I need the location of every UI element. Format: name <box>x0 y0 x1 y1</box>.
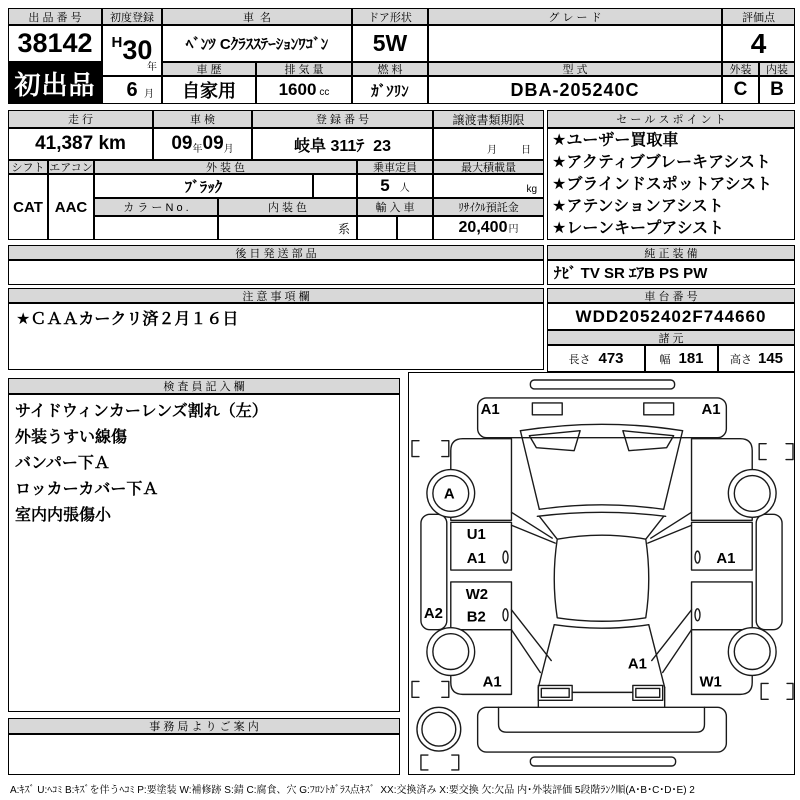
int-color-cell <box>218 216 357 240</box>
office-box <box>8 734 400 775</box>
handle-front-right <box>695 551 700 563</box>
inspector-line: サイドウィンカーレンズ割れ（左） <box>15 403 268 420</box>
office-header: 事 務 局 よ り ご 案 内 <box>8 718 400 734</box>
windshield-sides <box>520 431 682 510</box>
tail-light-right-inner <box>636 688 660 697</box>
first-reg-year: 30 <box>122 35 153 65</box>
recycle-unit: 円 <box>508 224 519 235</box>
transfer-value <box>433 128 544 160</box>
joint-rear-left <box>511 610 551 673</box>
auction-no-value: 38142 <box>8 25 102 62</box>
interior-grade-value: B <box>759 76 795 104</box>
chassis-value: WDD2052402F744660 <box>547 303 795 330</box>
displacement-value: 1600 <box>278 80 317 99</box>
fuel-header: 燃 料 <box>352 62 428 76</box>
exterior-grade-value: C <box>722 76 759 104</box>
shaken-value <box>153 128 252 160</box>
recycle-cell <box>433 216 544 240</box>
rear-bumper <box>478 707 727 752</box>
damage-mark-fender-rear-left: A1 <box>482 673 502 691</box>
capacity-unit: 人 <box>399 183 410 194</box>
fuel-value: ｶﾞｿﾘﾝ <box>352 76 428 104</box>
mileage-header: 走 行 <box>8 110 153 128</box>
sales-point-item: ★レーンキープアシスト <box>552 220 725 237</box>
color-no-header: カ ラ ー N o . <box>94 198 218 216</box>
sales-point-item: ★アテンションアシスト <box>552 198 724 215</box>
import-header: 輸 入 車 <box>357 198 433 216</box>
ac-value: AAC <box>48 174 94 240</box>
sales-points-box <box>547 128 795 240</box>
door-header: ドア形状 <box>352 8 428 25</box>
first-listing-badge: 初出品 <box>8 62 102 104</box>
first-reg-month-cell <box>102 76 162 104</box>
shaken-month-unit: 月 <box>223 144 234 155</box>
inspector-line: 外装うすい線傷 <box>15 429 128 446</box>
tail-light-left <box>538 685 572 700</box>
grade-value <box>428 25 722 62</box>
recycle-value: 20,400 <box>458 219 508 236</box>
handle-rear-right <box>695 609 700 621</box>
damage-mark-rocker-left: A2 <box>423 604 443 622</box>
front-top-strip <box>530 380 674 389</box>
tail-light-left-inner <box>541 688 569 697</box>
rocker-right <box>756 514 782 629</box>
later-parts-header: 後 日 発 送 部 品 <box>8 245 544 260</box>
rear-bumper-inner <box>499 707 705 732</box>
handle-rear-left <box>503 609 508 621</box>
reg-no-header: 登 録 番 号 <box>252 110 433 128</box>
later-parts-box <box>8 260 544 285</box>
joint-rear-right <box>652 610 692 673</box>
dim-length-value: 473 <box>598 350 624 367</box>
shift-value: CAT <box>8 174 48 240</box>
sales-point-item: ★ブラインドスポットアシスト <box>552 176 773 193</box>
notes-box <box>8 303 544 370</box>
inspector-line: 室内内張傷小 <box>15 507 112 524</box>
displacement-cell <box>256 76 352 104</box>
damage-mark-wheel-front-left: A <box>443 485 455 503</box>
hood-edge-2 <box>537 512 665 516</box>
color-no-value <box>94 216 218 240</box>
damage-mark-door-rear-left-1: W2 <box>465 585 489 603</box>
shaken-header: 車 検 <box>153 110 252 128</box>
damage-mark-door-front-left-2: A1 <box>466 550 486 568</box>
ext-color-header: 外 装 色 <box>94 160 357 174</box>
dim-length-cell <box>547 345 645 372</box>
car-name-value: ﾍﾞﾝﾂ Cｸﾗｽｽﾃｰｼｮﾝﾜｺﾞﾝ <box>162 25 352 62</box>
front-bumper <box>478 398 727 438</box>
bracket-rear-left <box>412 681 449 697</box>
damage-diagram-box <box>408 372 795 775</box>
capacity-value: 5 <box>380 176 390 195</box>
rear-window-edge <box>554 625 649 628</box>
interior-grade-header: 内装 <box>759 62 795 76</box>
door-rear-right <box>692 582 753 630</box>
equipment-value: ﾅﾋﾞ TV SR ｴｱB PS PW <box>547 260 795 285</box>
capacity-cell <box>357 174 433 198</box>
wheel-rear-right <box>728 628 776 676</box>
inspector-box <box>8 394 400 712</box>
shaken-month: 09 <box>202 133 224 154</box>
equipment-header: 純 正 装 備 <box>547 245 795 260</box>
history-value: 自家用 <box>162 76 256 104</box>
score-value: 4 <box>722 25 795 62</box>
reg-no-value: 岐阜 311ﾃ 23 <box>252 128 433 160</box>
int-color-header: 内 装 色 <box>218 198 357 216</box>
auction-no-header: 出 品 番 号 <box>8 8 102 25</box>
notes-line: ★ＣＡＡカークリ済２月１６日 <box>16 311 239 328</box>
exterior-grade-header: 外装 <box>722 62 759 76</box>
rear-bottom-strip <box>530 757 675 766</box>
max-load-cell <box>433 174 544 198</box>
max-load-unit: kg <box>526 184 537 195</box>
inspector-header: 検 査 員 記 入 欄 <box>8 378 400 394</box>
first-reg-year-unit: 年 <box>147 62 157 73</box>
sales-point-item: ★アクティブブレーキアシスト <box>552 154 771 171</box>
tail-light-right <box>633 685 663 700</box>
damage-mark-front-bumper-right: A1 <box>701 400 721 418</box>
model-header: 型 式 <box>428 62 722 76</box>
shift-header: シフト <box>8 160 48 174</box>
shaken-year: 09 <box>171 133 193 154</box>
car-name-header: 車 名 <box>162 8 352 25</box>
wheel-front-right <box>728 470 776 518</box>
first-reg-month-unit: 月 <box>144 89 154 100</box>
ac-header: エアコン <box>49 162 93 174</box>
roof <box>554 535 649 621</box>
first-reg-year-cell <box>102 25 162 76</box>
hood-edge-1 <box>539 505 663 509</box>
headlight-right <box>644 403 674 415</box>
recycle-header: ﾘｻｲｸﾙ預託金 <box>433 198 544 216</box>
int-color-suffix: 系 <box>337 221 350 236</box>
import-cell-2 <box>397 216 433 240</box>
damage-mark-door-rear-left-2: B2 <box>466 608 486 626</box>
dim-width-label: 幅 <box>659 353 671 366</box>
capacity-header: 乗車定員 <box>357 160 433 174</box>
handle-front-left <box>503 551 508 563</box>
max-load-header: 最大積載量 <box>433 160 544 174</box>
dim-length-label: 長さ <box>568 353 591 366</box>
damage-mark-door-front-right: A1 <box>716 550 736 568</box>
dimensions-header: 諸 元 <box>547 330 795 345</box>
ext-color-sub-cell <box>313 174 357 198</box>
model-value: DBA-205240C <box>428 76 722 104</box>
door-value: 5W <box>352 25 428 62</box>
shaken-year-unit: 年 <box>192 144 203 155</box>
transfer-header: 譲渡書類期限 <box>433 110 544 128</box>
inspector-line: バンパー下Ａ <box>15 455 110 472</box>
mileage-value: 41,387 km <box>8 128 153 160</box>
sales-points-header: セ ー ル ス ポ イ ン ト <box>547 110 795 128</box>
first-reg-era: H <box>111 34 123 51</box>
bracket-rear-right <box>761 683 793 699</box>
chassis-header: 車 台 番 号 <box>547 288 795 303</box>
damage-mark-door-front-left-1: U1 <box>466 526 486 544</box>
damage-mark-fender-rear-right: W1 <box>699 673 722 691</box>
dim-height-label: 高さ <box>729 353 752 366</box>
history-header: 車 歴 <box>162 62 256 76</box>
bracket-front-right <box>759 444 793 460</box>
displacement-unit: cc <box>319 87 330 98</box>
spare-wheel <box>417 707 461 751</box>
transfer-month-unit: 月 <box>487 145 497 156</box>
sales-point-item: ★ユーザー買取車 <box>552 132 679 149</box>
headlight-left <box>532 403 562 415</box>
bracket-front-left <box>412 441 449 457</box>
wiper-right <box>623 431 674 451</box>
bracket-bottom-left <box>421 755 459 770</box>
wheel-rear-left <box>427 628 475 676</box>
dim-width-value: 181 <box>678 350 704 367</box>
displacement-header: 排 気 量 <box>256 62 352 76</box>
import-cell-1 <box>357 216 397 240</box>
ext-color-value: ﾌﾞﾗｯｸ <box>94 174 313 198</box>
transfer-day-unit: 日 <box>521 145 531 156</box>
windshield-top <box>520 424 682 430</box>
grade-header: グ レ ー ド <box>428 8 722 25</box>
notes-header: 注 意 事 項 欄 <box>8 288 544 303</box>
first-reg-month: 6 <box>126 78 138 101</box>
car-damage-diagram <box>409 373 794 774</box>
dim-height-value: 145 <box>757 350 784 367</box>
wiper-left <box>529 431 580 451</box>
inspector-line: ロッカーカバー下Ａ <box>15 481 159 498</box>
damage-code-legend: A:ｷｽﾞ U:ﾍｺﾐ B:ｷｽﾞを伴うﾍｺﾐ P:要塗装 W:補修跡 S:錆 C:腐食、穴 G:ﾌﾛﾝﾄｶﾞﾗｽ点ｷｽﾞ XX:交換済み X:要交換 欠:欠品 内･外装評価 5段階ﾗﾝｸ順(A･B･C･D･E) 2 <box>10 785 695 796</box>
score-header: 評価点 <box>722 8 795 25</box>
damage-mark-tailgate: A1 <box>627 655 647 673</box>
first-reg-header: 初度登録 <box>102 8 162 25</box>
dim-width-cell <box>645 345 718 372</box>
damage-mark-front-bumper-left: A1 <box>480 400 500 418</box>
dim-height-cell <box>718 345 795 372</box>
